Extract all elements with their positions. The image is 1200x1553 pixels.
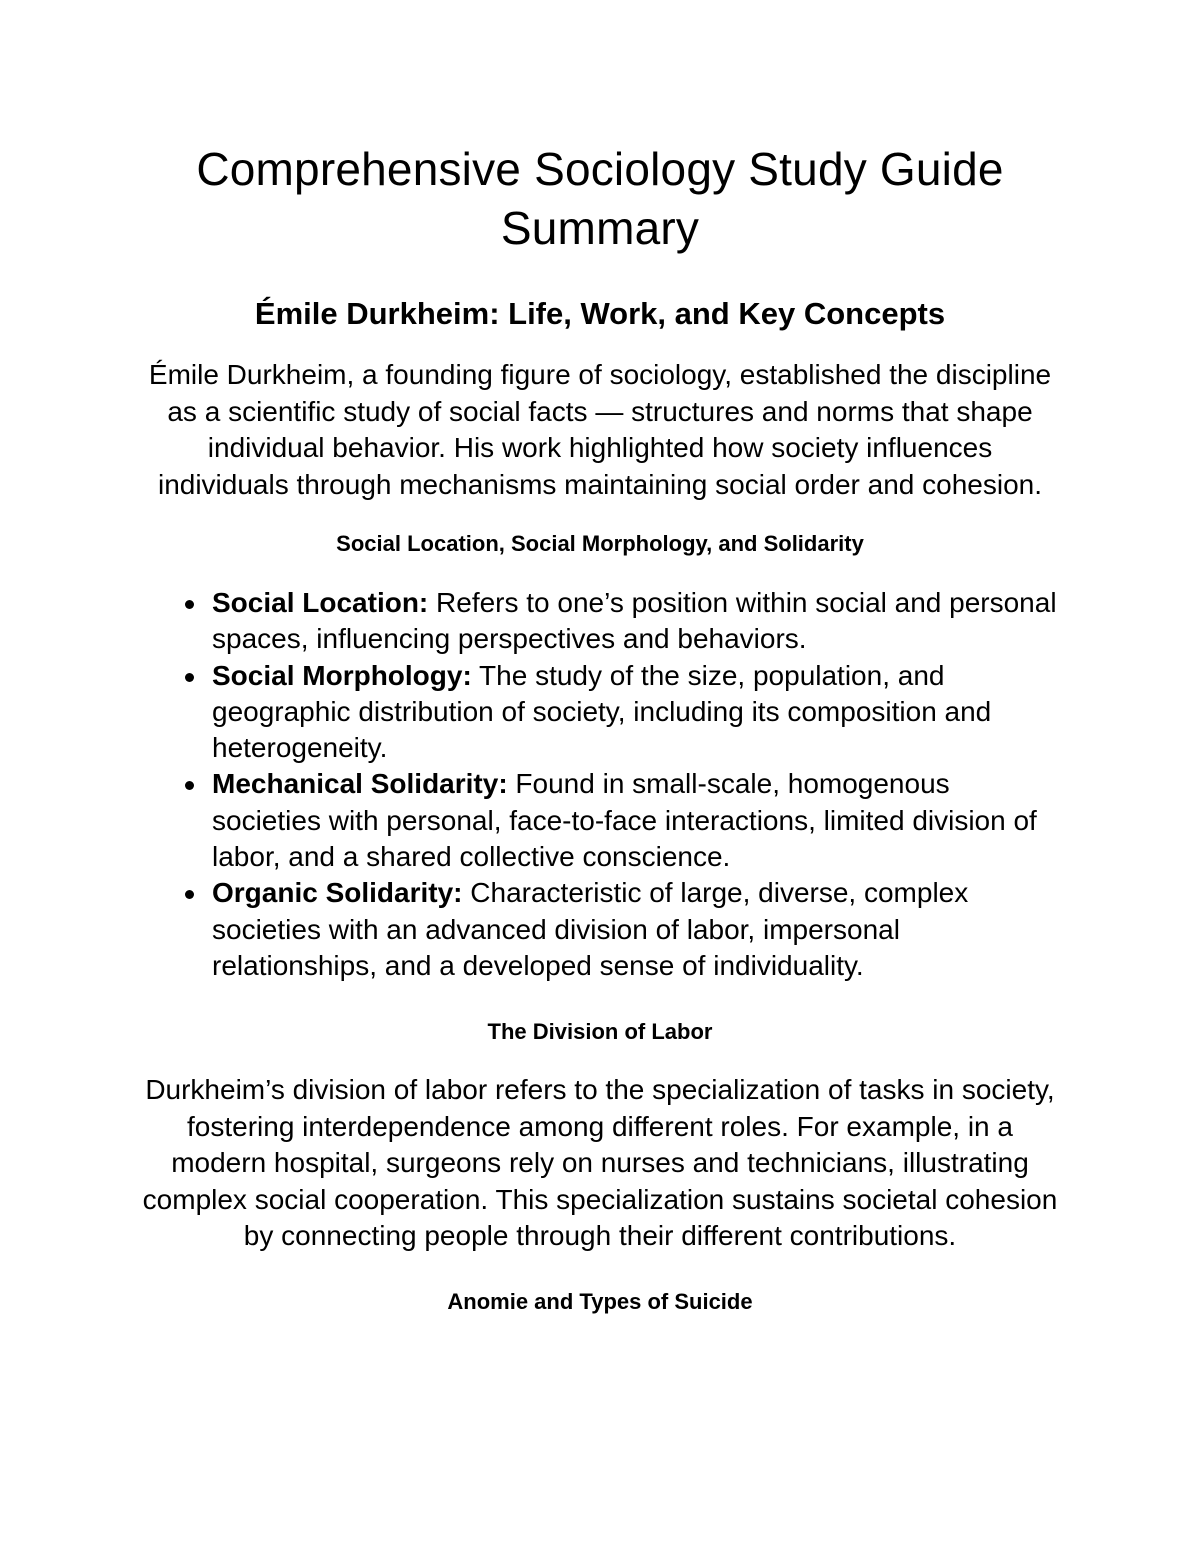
section-heading: Émile Durkheim: Life, Work, and Key Concepts <box>254 296 946 331</box>
bullet-text: The study of the size, population, and geographic distribution of society, including its composition and heterogeneity. <box>212 659 992 764</box>
bullet-term: Social Location: <box>212 587 429 618</box>
bullet-dot-icon <box>185 890 194 899</box>
title-line-2: Summary <box>500 202 700 254</box>
concepts-bullet-list <box>140 585 1060 984</box>
bullet-text: Found in small-scale, homogenous societies with personal, face-to-face interactions, limited division of labor, and a shared collective conscience. <box>212 768 1037 873</box>
bullet-term: Organic Solidarity: <box>212 877 463 909</box>
bullet-dot-icon <box>185 781 194 790</box>
bullet-dot-icon <box>185 600 194 609</box>
bullet-text: Characteristic of large, diverse, complex societies with an advanced division of labor, impersonal relationships, and a developed sense of individuality. <box>212 877 969 981</box>
subheading-division-of-labor: The Division of Labor <box>487 1019 713 1045</box>
bullet-item-mechanical-solidarity <box>212 766 1060 875</box>
bullet-term: Mechanical Solidarity: <box>212 768 508 800</box>
subheading-social-location: Social Location, Social Morphology, and Solidarity <box>336 531 864 556</box>
bullet-item-social-location <box>212 585 1060 658</box>
bullet-term: Social Morphology: <box>212 659 472 691</box>
document-title <box>140 0 1060 258</box>
title-line-1: Comprehensive Sociology Study Guide <box>196 143 1004 195</box>
bullet-text: Refers to one’s position within social and personal spaces, influencing perspectives and behaviors. <box>212 587 1057 655</box>
bullet-dot-icon <box>185 673 194 682</box>
division-of-labor-paragraph: Durkheim’s division of labor refers to the specialization of tasks in society, fostering interdependence among different roles. For example, in a modern hospital, surgeons rely on nurses and technicians, illustrating complex social cooperation. This specialization sustains societal cohesion by connecting people through their different contributions. <box>142 1074 1058 1252</box>
intro-paragraph: Émile Durkheim, a founding figure of sociology, established the discipline as a scientific study of social facts — structures and norms that shape individual behavior. His work highlighted how society influences individuals through mechanisms maintaining social order and cohesion. <box>148 359 1052 500</box>
subheading-anomie: Anomie and Types of Suicide <box>447 1288 753 1314</box>
bullet-item-social-morphology <box>212 658 1060 767</box>
bullet-item-organic-solidarity <box>212 875 1060 984</box>
